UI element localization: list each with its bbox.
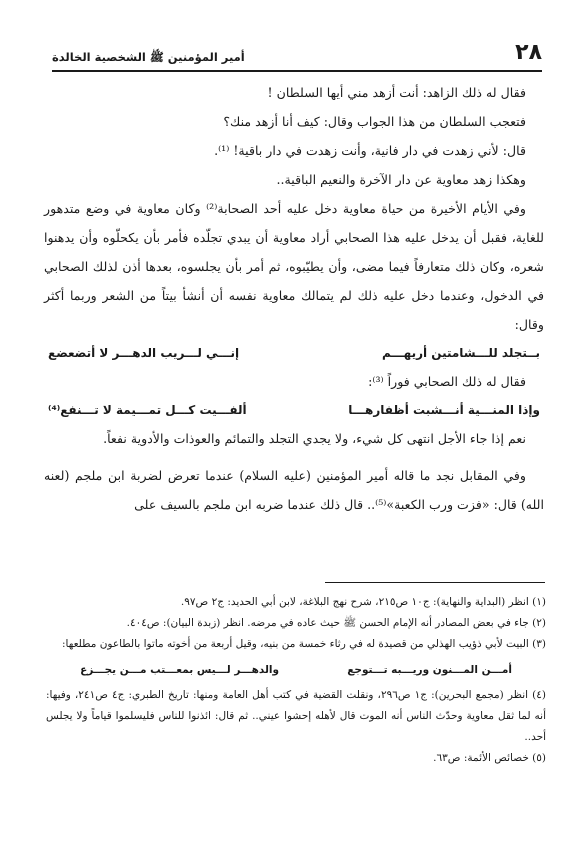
paragraph: وهكذا زهد معاوية عن دار الآخرة والنعيم الباقية..	[276, 172, 526, 187]
page-header	[52, 40, 542, 72]
footnote-5: (٥) خصائص الأئمة: ص٦٣.	[433, 752, 546, 764]
paragraph: فقال له ذلك الصحابي فوراً ⁽³⁾:	[368, 374, 526, 389]
spacer	[44, 453, 544, 461]
footnote-3: (٣) البيت لأبي ذؤيب الهذلي من قصيدة له في رثاء خمسة من بنيه، وقيل أربعة من أخوته ماتوا بالطاعون مطلعها:	[62, 638, 546, 650]
running-title: أمير المؤمنين ﷺ الشخصية الخالدة	[52, 50, 245, 64]
footnote-1: (١) انظر (البداية والنهاية): ج١٠ ص٢١٥، شرح نهج البلاغة، لابن أبي الحديد: ج٢ ص٩٧.	[180, 596, 546, 608]
footnote-verse	[46, 657, 546, 683]
paragraph: وفي المقابل نجد ما قاله أمير المؤمنين (عليه السلام) عندما تعرض لضربة ابن ملجم (لعنه الله) قال: «فزت ورب الكعبة»⁽⁵⁾.. قال ذلك عندما ضربه ابن ملجم بالسيف على	[44, 468, 544, 512]
verse-hemistich-left: والدهـــر لـــيس بمعـــتب مـــن يجـــزع	[80, 664, 280, 676]
verse-hemistich-right: بــتجلد للـــشامتين أريهـــم	[381, 346, 540, 360]
main-text	[44, 78, 544, 519]
footnote-4: (٤) انظر (مجمع البحرين): ج١ ص٢٩٦، ونقلت القضية في كتب أهل العامة ومنها: تاريخ الطبري: ج٤ ص٢٤١، وفيها: أنه لما ثقل معاوية وحدّث الناس أنه الموت قال لأهله إحشوا عيني.. ثم قال: ائذنوا للناس فليسلموا قياماً ولا يجلس أحد..	[46, 689, 546, 743]
verse-hemistich-left: إنـــي لـــريب الدهـــر لا أتضعضع	[48, 346, 240, 360]
paragraph: فتعجب السلطان من هذا الجواب وقال: كيف أنا أزهد منك؟	[223, 114, 526, 129]
poem-verse-1	[44, 339, 544, 367]
paragraph: نعم إذا جاء الأجل انتهى كل شيء، ولا يجدي التجلد والتمائم والعوذات والأدوية نفعاً.	[103, 431, 526, 446]
paragraph: فقال له ذلك الزاهد: أنت أزهد مني أيها السلطان !	[267, 85, 526, 100]
footnote-2: (٢) جاء في بعض المصادر أنه الإمام الحسن ﷺ حيث عاده في مرضه. انظر (زبدة البيان): ص٤٠٤.	[126, 617, 546, 629]
page-number: ٢٨	[515, 40, 542, 65]
footnote-divider	[325, 582, 545, 583]
paragraph: وفي الأيام الأخيرة من حياة معاوية دخل عليه أحد الصحابة⁽²⁾ وكان معاوية في وضع متدهور للغاية، فقبل أن يدخل عليه هذا الصحابي أراد معاوية أن يبدي تجلّده فأمر بأن يكحلّوه وأن يدهنوا شعره، وكان ذلك متعارفاً فيما مضى، وأن يطيّبوه، ثم أمر بأن يجلسوه، بعدها أذن لذلك الصحابي في الدخول، وعندما دخل عليه ذلك لم يتمالك معاوية نفسه أن أنشأ بيتاً من الشعر وربما أكثر وقال:	[44, 201, 544, 332]
verse-hemistich-right: وإذا المنـــية أنـــشبت أظفارهـــا	[348, 403, 540, 417]
poem-verse-2	[44, 396, 544, 424]
paragraph: قال: لأني زهدت في دار فانية، وأنت زهدت في دار باقية! ⁽¹⁾.	[214, 143, 526, 158]
verse-hemistich-right: أمـــن المـــنون وريـــبه تـــتوجع	[347, 664, 512, 676]
footnotes	[46, 592, 546, 769]
verse-hemistich-left: ألفـــيت كـــل تمـــيمة لا تـــنفع⁽⁴⁾	[48, 403, 247, 417]
